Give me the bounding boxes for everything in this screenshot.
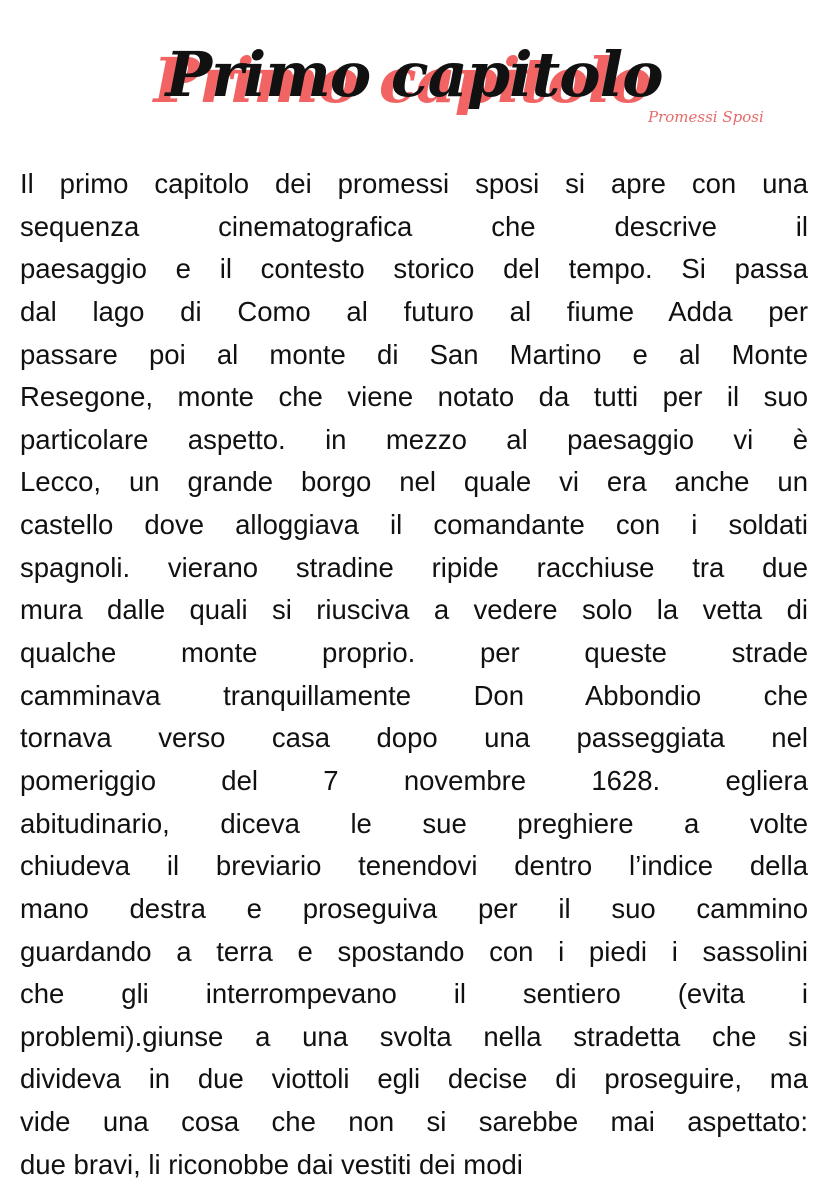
- text-line: qualche monte proprio. per queste strade: [20, 637, 808, 669]
- text-line: abitudinario, diceva le sue preghiere a volte: [20, 807, 808, 839]
- text-line: tornava verso casa dopo una passeggiata nel: [20, 722, 808, 754]
- text-line: problemi).giunse a una svolta nella stradetta che si: [20, 1020, 808, 1052]
- text-line: castello dove alloggiava il comandante con i soldati: [20, 509, 808, 541]
- page-title: Primo capitolo: [165, 38, 663, 111]
- text-line: spagnoli. vierano stradine ripide racchiuse tra due: [20, 551, 808, 583]
- text-line: dal lago di Como al futuro al fiume Adda per: [20, 295, 808, 327]
- text-line: particolare aspetto. in mezzo al paesaggio vi è: [20, 423, 808, 455]
- text-line: divideva in due viottoli egli decise di proseguire, ma: [20, 1063, 808, 1095]
- chapter-text: [20, 163, 808, 1186]
- text-line: camminava tranquillamente Don Abbondio che: [20, 679, 808, 711]
- text-line: guardando a terra e spostando con i piedi i sassolini: [20, 935, 808, 967]
- text-line: paesaggio e il contesto storico del tempo. Si passa: [20, 253, 808, 285]
- text-line: chiudeva il breviario tenendovi dentro l’indice della: [20, 850, 808, 882]
- text-line: due bravi, li riconobbe dai vestiti dei modi: [20, 1148, 523, 1180]
- text-line: passare poi al monte di San Martino e al Monte: [20, 338, 808, 370]
- text-line: pomeriggio del 7 novembre 1628. egliera: [20, 764, 808, 796]
- text-line: mano destra e proseguiva per il suo cammino: [20, 892, 808, 924]
- text-line: che gli interrompevano il sentiero (evita i: [20, 978, 808, 1010]
- text-line: mura dalle quali si riusciva a vedere solo la vetta di: [20, 594, 808, 626]
- text-line: Lecco, un grande borgo nel quale vi era anche un: [20, 466, 808, 498]
- text-line: Il primo capitolo dei promessi sposi si apre con una: [20, 168, 808, 199]
- page-subtitle: Promessi Sposi: [648, 108, 764, 126]
- text-line: Resegone, monte che viene notato da tutti per il suo: [20, 381, 808, 413]
- text-line: vide una cosa che non si sarebbe mai aspettato:: [20, 1106, 808, 1138]
- text-line: sequenza cinematografica che descrive il: [20, 210, 808, 242]
